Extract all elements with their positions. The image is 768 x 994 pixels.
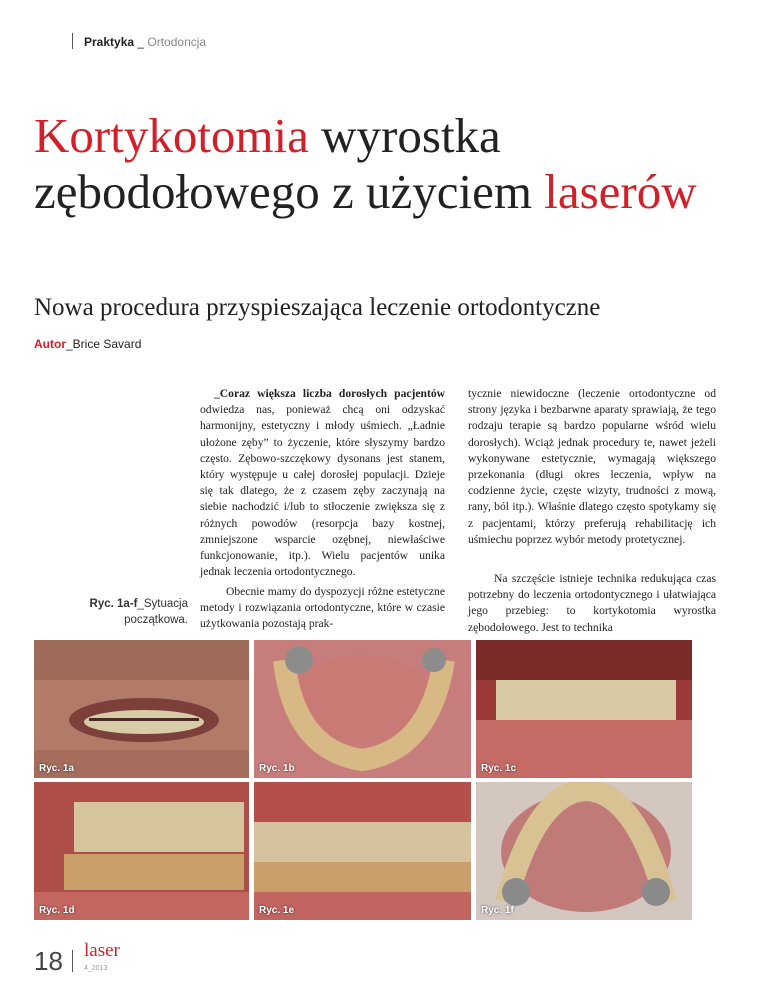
teeth-photo-icon: [254, 782, 471, 920]
paragraph-text: odwiedza nas, ponieważ chcą oni odzyskać harmonijny, estetyczny i młody uśmiech. „Ładnie ułożone zęby” to życzenie, które słyszymy bardzo często. Zębowo-szczękowy dysonans jest stanem, który występuje u całej dorosłej populacji. Dzieje się tak dlatego, że z czasem zęby zaczynają na siebie nachodzić i/lub to stłoczenie zwiększa się z różnych powodów (resorpcja bazy kostnej, zmniejszone wsparcie ozębnej, niewłaściwe funkcjonowanie, itp.). Wielu pacjentów unika jednak leczenia ortodontycznego.: [200, 403, 445, 579]
title-middle: wyrostka zębodołowego z użyciem: [34, 108, 545, 219]
teeth-photo-icon: [34, 782, 249, 920]
figure-1f: [476, 782, 692, 920]
page-number: 18: [34, 946, 63, 976]
author-name: _Brice Savard: [66, 337, 142, 351]
figure-1e: [254, 782, 471, 920]
title-highlight-1: Kortykotomia: [34, 108, 309, 163]
teeth-photo-icon: [476, 782, 692, 920]
caption-text: _Sytuacja początkowa.: [124, 598, 188, 626]
body-column-1: [200, 386, 445, 580]
header-rule: [72, 33, 73, 49]
section-label: [84, 35, 206, 49]
figure-1b: [254, 640, 471, 778]
figure-1d: [34, 782, 249, 920]
figure-label: Ryc. 1f: [481, 905, 514, 916]
section-name: Praktyka: [84, 35, 135, 49]
figure-label: Ryc. 1d: [39, 905, 75, 916]
body-paragraph: Obecnie mamy do dyspozycji różne estetyczne metody i rozwiązania ortodontyczne, które w czasie użytkowania pozostają prak-: [200, 585, 445, 631]
title-highlight-2: laserów: [544, 164, 697, 219]
article-subtitle: Nowa procedura przyspieszająca leczenie ortodontyczne: [34, 294, 601, 321]
figure-label: Ryc. 1c: [481, 763, 517, 774]
body-paragraph: [200, 386, 445, 580]
figure-label: Ryc. 1e: [259, 905, 295, 916]
smile-photo-icon: [34, 640, 249, 778]
body-paragraph: Na szczęście istnieje technika redukująca czas potrzebny do leczenia ortodontycznego i ułatwiająca jego przebieg: to kortykotomia wyrostka zębodołowego. Jest to technika: [468, 572, 716, 634]
body-column-2-lower: [468, 571, 716, 636]
byline: [34, 337, 141, 351]
section-subname: Ortodoncja: [147, 35, 207, 49]
figure-caption: [60, 596, 188, 628]
figure-label: Ryc. 1a: [39, 763, 75, 774]
body-column-2: [468, 386, 716, 548]
figure-1a: [34, 640, 249, 778]
body-column-1-lower: [200, 584, 445, 633]
teeth-photo-icon: [476, 640, 692, 778]
body-paragraph: tycznie niewidoczne (leczenie ortodontyczne od strony języka i bezbarwne aparaty sprawiają, że tego rodzaju terapie są bardzo popularne wśród wielu dorosłych). Wciąż jednak procedury te, nawet jeżeli wykonywane estetycznie, wymagają większego przekonania (długi okres leczenia, wpływ na codzienne życie, częste wizyty, trudności z mową, rany, ból itp.). Właśnie dlatego często spotykamy się z pacjentami, którzy preferują rehabilitację ich uśmiechu poprzez wybór metody protetycznej.: [468, 387, 716, 546]
magazine-logo: laser: [84, 940, 120, 961]
caption-label: Ryc. 1a-f: [89, 598, 138, 610]
section-separator: _: [134, 35, 148, 49]
figure-label: Ryc. 1b: [259, 763, 295, 774]
lead-in-text: _Coraz większa liczba dorosłych pacjentów: [214, 387, 445, 400]
footer-rule: [72, 950, 73, 972]
article-title: [34, 108, 734, 220]
teeth-photo-icon: [254, 640, 471, 778]
figure-1c: [476, 640, 692, 778]
issue-number: 4_2013: [84, 965, 108, 972]
author-label: Autor: [34, 337, 66, 351]
